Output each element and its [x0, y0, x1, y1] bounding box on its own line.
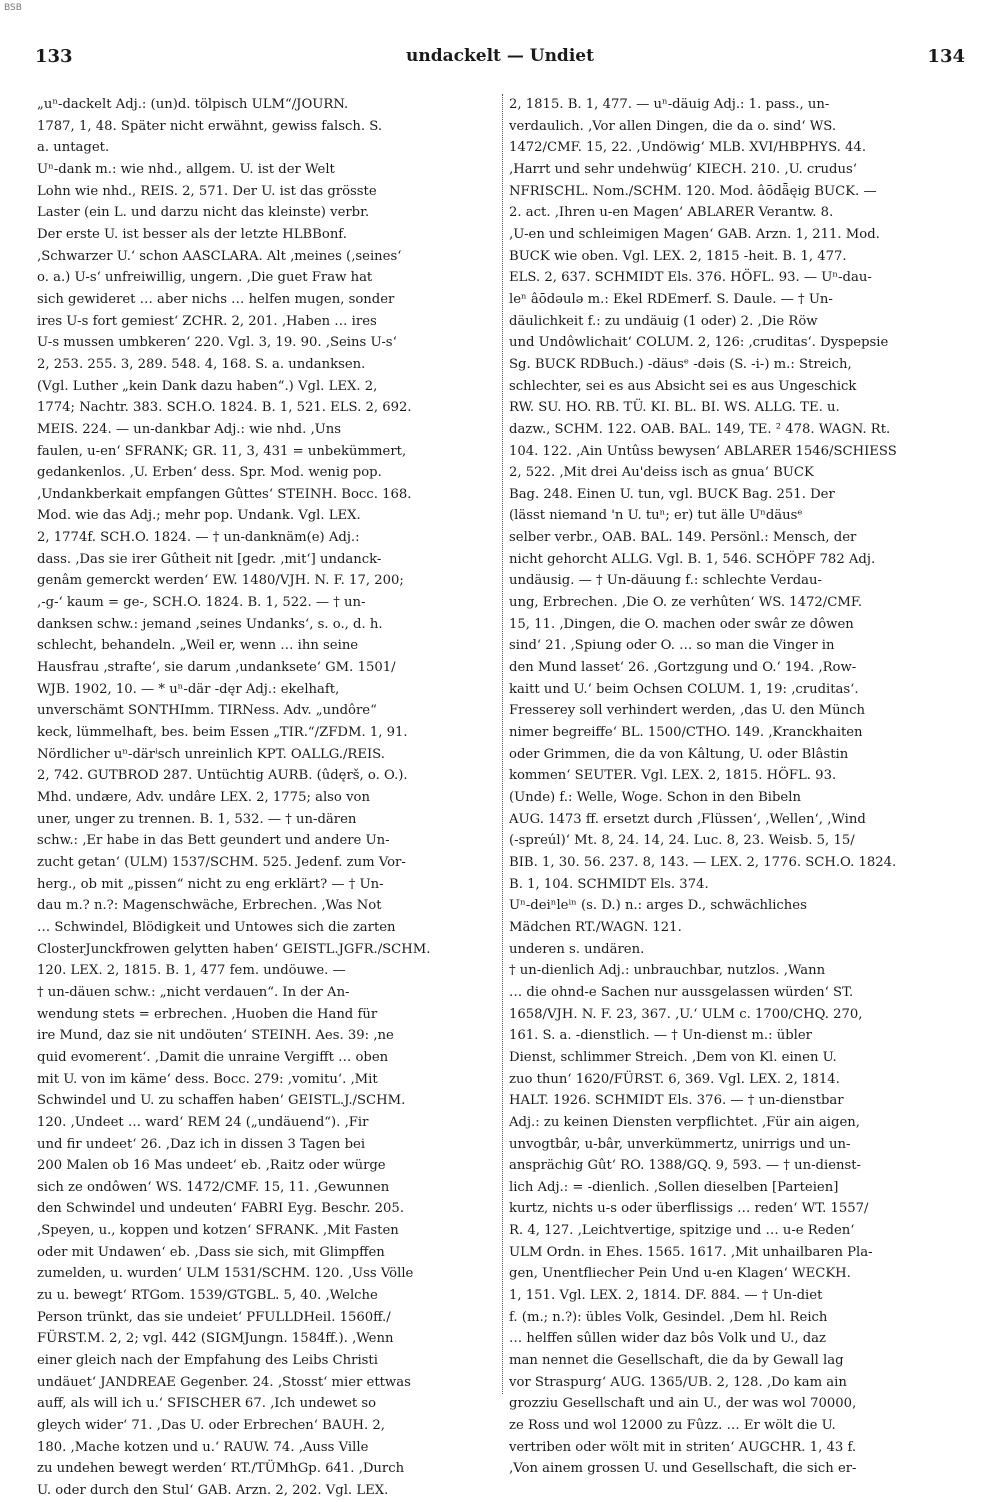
text-line: U. oder durch den Stul‘ GAB. Arzn. 2, 202. Vgl. LEX.	[37, 1483, 389, 1498]
text-line: HALT. 1926. SCHMIDT Els. 376. — † un-dienstbar	[509, 1093, 844, 1109]
text-line: 1472/CMF. 15, 22. ‚Undöwig‘ MLB. XVI/HBPHYS. 44.	[509, 140, 867, 156]
text-line: schw.: ‚Er habe in das Bett geundert und andere Un-	[37, 833, 390, 849]
text-line: 1787, 1, 48. Später nicht erwähnt, gewiss falsch. S.	[37, 118, 383, 134]
text-line: herg., ob mit „pissen“ nicht zu eng erklärt? — † Un-	[37, 876, 384, 892]
text-line: Uⁿ-dank m.: wie nhd., allgem. U. ist der Welt	[37, 161, 335, 177]
text-line: 1, 151. Vgl. LEX. 2, 1814. DF. 884. — † Un-diet	[509, 1288, 823, 1304]
text-line: selber verbr., OAB. BAL. 149. Persönl.: Mensch, der	[509, 530, 857, 546]
text-line: gen, Unentfliecher Pein Und u-en Klagen‘ WECKH.	[509, 1266, 851, 1282]
text-line: zu u. bewegt‘ RTGom. 1539/GTGBL. 5, 40. ‚Welche	[37, 1288, 378, 1304]
text-line: 200 Malen ob 16 Mas undeet‘ eb. ‚Raitz oder würge	[37, 1158, 386, 1174]
text-line: 120. LEX. 2, 1815. B. 1, 477 fem. undöuwe. —	[37, 963, 346, 979]
text-line: mit U. von im käme‘ dess. Bocc. 279: ‚vomitu‘. ‚Mit	[37, 1071, 378, 1087]
library-watermark: BSB	[4, 3, 22, 13]
page-number-left: 133	[35, 46, 73, 67]
text-line: undäusig. — † Un-däuung f.: schlechte Verdau-	[509, 573, 822, 589]
text-line: ire Mund, daz sie nit undöuten‘ STEINH. Aes. 39: ‚ne	[37, 1028, 394, 1044]
text-line: nicht gehorcht ALLG. Vgl. B. 1, 546. SCHÖPF 782 Adj.	[509, 551, 876, 567]
text-line: BUCK wie oben. Vgl. LEX. 2, 1815 -heit. B. 1, 477.	[509, 248, 847, 264]
text-line: † un-däuen schw.: „nicht verdauen“. In der An-	[37, 984, 350, 1000]
text-line: ‚Schwarzer U.‘ schon AASCLARA. Alt ‚meines (‚seines‘	[37, 248, 402, 264]
text-line: … die ohnd-e Sachen nur aussgelassen würden‘ ST.	[509, 984, 854, 1000]
text-line: und fir undeet‘ 26. ‚Daz ich in dissen 3 Tagen bei	[37, 1136, 366, 1152]
text-line: sind‘ 21. ‚Spiung oder O. … so man die Vinger in	[509, 638, 835, 654]
text-line: quid evomerent‘. ‚Damit die unraine Vergifft … oben	[37, 1049, 389, 1065]
text-line: lich Adj.: = -dienlich. ‚Sollen dieselben [Parteien]	[509, 1179, 839, 1195]
text-line: vertriben oder wölt mit in striten‘ AUGCHR. 1, 43 f.	[509, 1439, 857, 1455]
text-line: sich ze ondôwen‘ WS. 1472/CMF. 15, 11. ‚Gewunnen	[37, 1179, 390, 1195]
text-line: Uⁿ-deiⁿleⁱⁿ (s. D.) n.: arges D., schwächliches	[509, 898, 807, 914]
text-line: unverschämt SONTHImm. TIRNess. Adv. „undôre“	[37, 703, 377, 719]
text-line: auff, als will ich u.‘ SFISCHER 67. ‚Ich undewet so	[37, 1396, 377, 1412]
text-line: gedankenlos. ‚U. Erben‘ dess. Spr. Mod. wenig pop.	[37, 465, 382, 481]
text-line: † un-dienlich Adj.: unbrauchbar, nutzlos. ‚Wann	[509, 963, 826, 979]
text-line: Hausfrau ‚strafte‘, sie darum ‚undanksete‘ GM. 1501/	[37, 660, 396, 676]
text-line: Schwindel und U. zu schaffen haben‘ GEISTL.J./SCHM.	[37, 1093, 406, 1109]
text-line: gleych wider‘ 71. ‚Das U. oder Erbrechen‘ BAUH. 2,	[37, 1418, 385, 1434]
text-line: den Mund lasset‘ 26. ‚Gortzgung und O.‘ 194. ‚Row-	[509, 660, 857, 676]
text-line: 2. act. ‚Ihren u-en Magen‘ ABLARER Verantw. 8.	[509, 205, 834, 221]
text-line: oder mit Undawen‘ eb. ‚Dass sie sich, mit Glimpffen	[37, 1244, 385, 1260]
text-line: 104. 122. ‚Ain Untûss bewysen‘ ABLARER 1546/SCHIESS	[509, 443, 897, 459]
text-line: Adj.: zu keinen Diensten verpflichtet. ‚Für ain aigen,	[509, 1114, 860, 1130]
text-line: (lässt niemand 'n U. tuⁿ; er) tut älle Uⁿdäusᵉ	[509, 508, 803, 524]
text-line: genâm gemerckt werden‘ EW. 1480/VJH. N. F. 17, 200;	[37, 573, 404, 589]
text-line: Der erste U. ist besser als der letzte HLBBonf.	[37, 226, 347, 242]
text-line: Laster (ein L. und darzu nicht das kleinste) verbr.	[37, 205, 370, 221]
text-line: U-s mussen umbkeren‘ 220. Vgl. 3, 19. 90. ‚Seins U-s‘	[37, 335, 397, 351]
text-line: MEIS. 224. — un-dankbar Adj.: wie nhd. ‚Uns	[37, 421, 342, 437]
left-column	[37, 94, 495, 1502]
text-line: zu undehen bewegt werden‘ RT./TÜMhGp. 641. ‚Durch	[37, 1461, 405, 1477]
text-line: Mädchen RT./WAGN. 121.	[509, 919, 682, 935]
text-line: 2, 742. GUTBROD 287. Untüchtig AURB. (ûdęrš, o. O.).	[37, 768, 408, 784]
text-line: danksen schw.: jemand ‚seines Undanks‘, s. o., d. h.	[37, 616, 383, 632]
text-line: f. (m.; n.?): übles Volk, Gesindel. ‚Dem hl. Reich	[509, 1309, 828, 1325]
text-line: 2, 522. ‚Mit drei Au'deiss isch as gnua‘ BUCK	[509, 465, 814, 481]
text-line: ansprächig Gût‘ RO. 1388/GQ. 9, 593. — † un-dienst-	[509, 1158, 862, 1174]
text-line: schlecht, behandeln. „Weil er, wenn … ihn seine	[37, 638, 359, 654]
text-line: oder Grimmen, die da von Kâltung, U. oder Blâstin	[509, 746, 849, 762]
text-line: zumelden, u. wurden‘ ULM 1531/SCHM. 120. ‚Uss Völle	[37, 1266, 414, 1282]
text-line: underen s. undären.	[509, 941, 645, 957]
text-line: ‚Harrt und sehr undehwüg‘ KIECH. 210. ‚U. crudus‘	[509, 161, 857, 177]
text-line: grozziu Gesellschaft und ain U., der was wol 70000‚	[509, 1396, 857, 1412]
text-line: Sg. BUCK RDBuch.) -däusᵉ -dəis (S. -i-) m.: Streich,	[509, 356, 852, 372]
text-line: 180. ‚Mache kotzen und u.‘ RAUW. 74. ‚Auss Ville	[37, 1439, 369, 1455]
text-line: ‚Speyen, u., koppen und kotzen‘ SFRANK. ‚Mit Fasten	[37, 1223, 399, 1239]
text-line: Person trünkt, das sie undeiet‘ PFULLDHeil. 1560ff./	[37, 1309, 391, 1325]
text-line: dass. ‚Das sie irer Gûtheit nit [gedr. ‚mit‘] undanck-	[37, 551, 382, 567]
text-line: ‚-g-‘ kaum = ge-, SCH.O. 1824. B. 1, 522. — † un-	[37, 595, 366, 611]
text-line: Lohn wie nhd., REIS. 2, 571. Der U. ist das grösste	[37, 183, 377, 199]
text-line: Nördlicher uⁿ-därⁱsch unreinlich KPT. OALLG./REIS.	[37, 746, 385, 762]
text-line: und Undôwlichait‘ COLUM. 2, 126: ‚cruditas‘. Dyspepsie	[509, 335, 889, 351]
text-line: ires U-s fort gemiest‘ ZCHR. 2, 201. ‚Haben … ires	[37, 313, 377, 329]
text-line: a. untaget.	[37, 140, 110, 156]
text-line: Bag. 248. Einen U. tun, vgl. BUCK Bag. 251. Der	[509, 486, 835, 502]
text-line: kommen‘ SEUTER. Vgl. LEX. 2, 1815. HÖFL. 93.	[509, 768, 837, 784]
text-line: unvogtbâr, u-bâr, unverkümmertz, unirrigs und un-	[509, 1136, 851, 1152]
text-line: o. a.) U-s‘ unfreiwillig, ungern. ‚Die guet Fraw hat	[37, 270, 373, 286]
text-line: Mhd. undære, Adv. undâre LEX. 2, 1775; also von	[37, 790, 370, 805]
text-line: uner, unger zu trennen. B. 1, 532. — † un-dären	[37, 811, 357, 827]
text-line: … helffen sûllen wider daz bôs Volk und U., daz	[509, 1331, 826, 1347]
text-line: man nennet die Gesellschaft, die da by Gewall lag	[509, 1353, 844, 1369]
text-line: ze Ross und wol 12000 zu Fûzz. … Er wölt die U.	[509, 1418, 836, 1434]
text-line: dazw., SCHM. 122. OAB. BAL. 149, TE. ² 478. WAGN. Rt.	[509, 421, 891, 437]
text-line: faulen, u-en‘ SFRANK; GR. 11, 3, 431 = unbekümmert,	[37, 443, 407, 459]
text-line: 1774; Nachtr. 383. SCH.O. 1824. B. 1, 521. ELS. 2, 692.	[37, 400, 412, 416]
text-line: „uⁿ-dackelt Adj.: (un)d. tölpisch ULM“/JOURN.	[37, 97, 349, 112]
text-line: ‚Von ainem grossen U. und Gesellschaft, die sich er-	[509, 1461, 857, 1477]
text-line: AUG. 1473 ff. ersetzt durch ‚Flüssen‘, ‚Wellen‘, ‚Wind	[509, 811, 866, 827]
right-column	[509, 94, 962, 1480]
text-line: ung, Erbrechen. ‚Die O. ze verhûten‘ WS. 1472/CMF.	[509, 595, 863, 611]
text-line: 2, 1774f. SCH.O. 1824. — † un-danknäm(e) Adj.:	[37, 530, 360, 546]
text-line: Dienst, schlimmer Streich. ‚Dem von Kl. einen U.	[509, 1049, 837, 1065]
text-line: sich gewideret … aber nichs … helfen mugen, sonder	[37, 291, 395, 307]
text-line: däulichkeit f.: zu undäuig (1 oder) 2. ‚Die Röw	[509, 313, 818, 329]
text-line: FÜRST.M. 2, 2; vgl. 442 (SIGMJungn. 1584ff.). ‚Wenn	[37, 1331, 394, 1347]
text-line: BIB. 1, 30. 56. 237. 8, 143. — LEX. 2, 1776. SCH.O. 1824.	[509, 854, 897, 870]
text-line: dau m.? n.?: Magenschwäche, Erbrechen. ‚Was Not	[37, 898, 382, 914]
text-line: den Schwindel und undeuten‘ FABRI Eyg. Beschr. 205.	[37, 1201, 405, 1217]
text-line: (Unde) f.: Welle, Woge. Schon in den Bibeln	[509, 790, 801, 805]
text-line: R. 4, 127. ‚Leichtvertige, spitzige und … u-e Reden‘	[509, 1223, 855, 1239]
text-line: kaitt und U.‘ beim Ochsen COLUM. 1, 19: ‚cruditas‘.	[509, 681, 859, 697]
text-line: ‚U-en und schleimigen Magen‘ GAB. Arzn. 1, 211. Mod.	[509, 226, 880, 242]
text-line: RW. SU. HO. RB. TÜ. KI. BL. BI. WS. ALLG. TE. u.	[509, 400, 840, 416]
text-line: 2, 1815. B. 1, 477. — uⁿ-däuig Adj.: 1. pass., un-	[509, 97, 830, 112]
page-header	[35, 46, 965, 72]
text-line: B. 1, 104. SCHMIDT Els. 374.	[509, 876, 709, 892]
text-line: NFRISCHL. Nom./SCHM. 120. Mod. âōdǟęig BUCK. —	[509, 183, 877, 199]
text-line: (-spreúl)‘ Mt. 8, 24. 14, 24. Luc. 8, 23. Weisb. 5, 15/	[509, 833, 855, 849]
text-line: vor Straspurg‘ AUG. 1365/UB. 2, 128. ‚Do kam ain	[509, 1374, 847, 1390]
text-line: nimer begreiffe‘ BL. 1500/CTHO. 149. ‚Kranckhaiten	[509, 725, 863, 741]
text-line: 161. S. a. -dienstlich. — † Un-dienst m.: übler	[509, 1028, 812, 1044]
text-line: 15, 11. ‚Dingen, die O. machen oder swâr ze dôwen	[509, 616, 854, 632]
text-line: 120. ‚Undeet … ward‘ REM 24 („undäuend“). ‚Fir	[37, 1114, 369, 1130]
text-line: Fresserey soll verhindert werden, ‚das U. den Münch	[509, 703, 866, 719]
text-line: verdaulich. ‚Vor allen Dingen, die da o. sind‘ WS.	[509, 118, 837, 134]
text-line: zucht getan‘ (ULM) 1537/SCHM. 525. Jedenf. zum Vor-	[37, 854, 406, 870]
text-line: ULM Ordn. in Ehes. 1565. 1617. ‚Mit unhailbaren Pla-	[509, 1244, 873, 1260]
text-line: einer gleich nach der Empfahung des Leibs Christi	[37, 1353, 378, 1369]
text-line: Mod. wie das Adj.; mehr pop. Undank. Vgl. LEX.	[37, 508, 361, 524]
text-line: 2, 253. 255. 3, 289. 548. 4, 168. S. a. undanksen.	[37, 356, 366, 372]
text-line: ELS. 2, 637. SCHMIDT Els. 376. HÖFL. 93. — Uⁿ-dau-	[509, 270, 872, 286]
text-line: keck, lümmelhaft, bes. beim Essen „TIR.“/ZFDM. 1, 91.	[37, 725, 408, 741]
text-line: … Schwindel, Blödigkeit und Untowes sich die zarten	[37, 919, 396, 935]
text-line: 1658/VJH. N. F. 23, 367. ‚U.‘ ULM c. 1700/CHQ. 270,	[509, 1006, 863, 1022]
page-number-right: 134	[927, 46, 965, 67]
text-line: leⁿ âōdəulə m.: Ekel RDEmerf. S. Daule. — † Un-	[509, 291, 833, 307]
text-line: WJB. 1902, 10. — * uⁿ-där -dęr Adj.: ekelhaft,	[37, 681, 340, 697]
running-head: undackelt — Undiet	[406, 46, 594, 66]
text-line: zuo thun‘ 1620/FÜRST. 6, 369. Vgl. LEX. 2, 1814.	[509, 1071, 840, 1087]
text-line: ClosterJunckfrowen gelytten haben‘ GEISTL.JGFR./SCHM.	[37, 941, 431, 957]
text-line: undäuet‘ JANDREAE Gegenber. 24. ‚Stosst‘ mier ettwas	[37, 1374, 411, 1390]
text-line: schlechter, sei es aus Absicht sei es aus Ungeschick	[509, 378, 857, 394]
text-line: kurtz, nichts u-s oder überflissigs … reden‘ WT. 1557/	[509, 1201, 869, 1217]
column-divider	[502, 94, 503, 1394]
text-line: (Vgl. Luther „kein Dank dazu haben“.) Vgl. LEX. 2,	[37, 378, 378, 394]
text-line: ‚Undankberkait empfangen Gûttes‘ STEINH. Bocc. 168.	[37, 486, 412, 502]
text-line: wendung stets = erbrechen. ‚Huoben die Hand für	[37, 1006, 378, 1022]
